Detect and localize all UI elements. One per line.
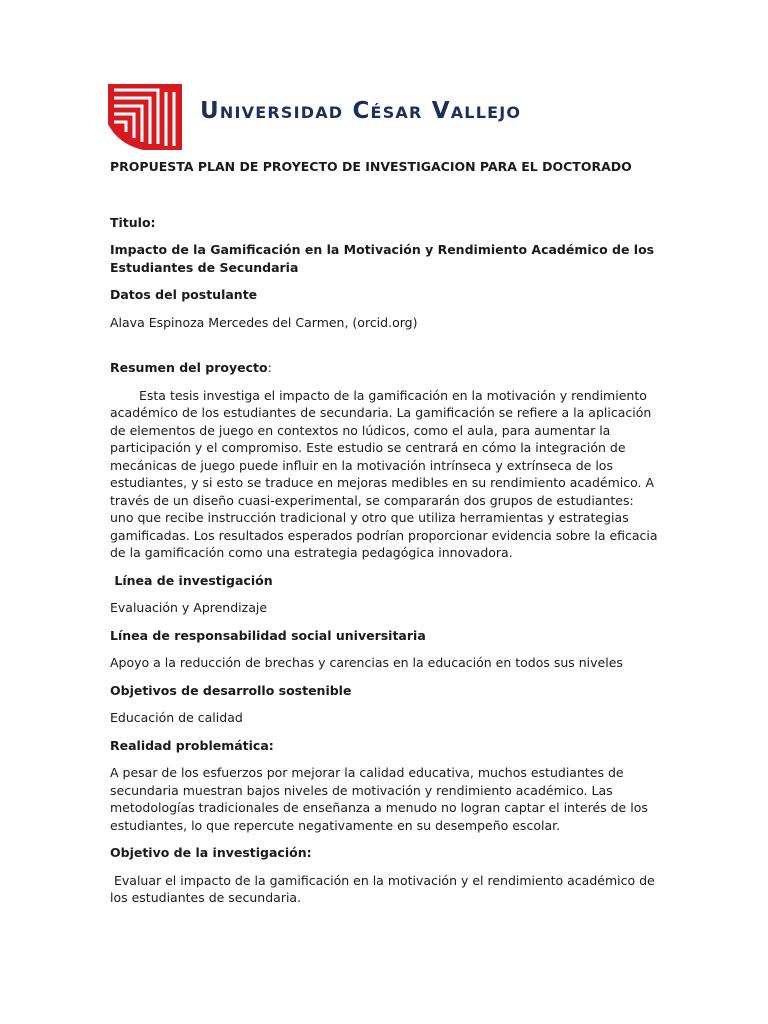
- resumen-colon: :: [267, 360, 272, 375]
- linea-value: Evaluación y Aprendizaje: [110, 600, 268, 615]
- titulo-label: Titulo:: [110, 214, 156, 230]
- rsu-label: Línea de responsabilidad social universitaria: [110, 627, 426, 643]
- document-body: [110, 156, 660, 917]
- postulante-label: Datos del postulante: [110, 287, 258, 302]
- realidad-label: Realidad problemática:: [110, 737, 274, 753]
- realidad-text: A pesar de los esfuerzos por mejorar la calidad educativa, muchos estudiantes de secundaria muestran bajos niveles de motivación y rendimiento académico. Las metodologías tradicionales de enseñanza a menudo no logran captar el interés de los estudiantes, lo que repercute negativamente en su desempeño escolar.: [110, 765, 648, 833]
- university-name: Universidad César Vallejo: [200, 98, 522, 124]
- ods-value: Educación de calidad: [110, 710, 243, 725]
- resumen-heading: [110, 359, 660, 377]
- ucv-emblem-icon: [108, 84, 182, 150]
- university-logo: [108, 84, 638, 150]
- ods-label: Objetivos de desarrollo sostenible: [110, 682, 352, 698]
- resumen-label: Resumen del proyecto: [110, 360, 268, 375]
- objetivo-label: Objetivo de la investigación:: [110, 845, 312, 860]
- objetivo-text: Evaluar el impacto de la gamificación en la motivación y el rendimiento académico de los estudiantes de secundaria.: [110, 872, 659, 905]
- titulo-value: Impacto de la Gamificación en la Motivación y Rendimiento Académico de los Estudiantes de Secundaria: [110, 242, 655, 275]
- rsu-value: Apoyo a la reducción de brechas y carencias en la educación en todos sus niveles: [110, 655, 623, 670]
- linea-label: Línea de investigación: [110, 572, 273, 588]
- postulante-value: Alava Espinoza Mercedes del Carmen, (orcid.org): [110, 314, 418, 330]
- document-title: PROPUESTA PLAN DE PROYECTO DE INVESTIGACION PARA EL DOCTORADO: [110, 159, 632, 174]
- resumen-text: Esta tesis investiga el impacto de la gamificación en la motivación y rendimiento académico de los estudiantes de secundaria. La gamificación se refiere a la aplicación de elementos de juego en contextos no lúdicos, como el aula, para aumentar la participación y el compromiso. Este estudio se centrará en cómo la integración de mecánicas de juego puede influir en la motivación intrínseca y extrínseca de los estudiantes, y si esto se traduce en mejoras medibles en su rendimiento académico. A través de un diseño cuasi-experimental, se compararán dos grupos de estudiantes: uno que recibe instrucción tradicional y otro que utiliza herramientas y estrategias gamificadas. Los resultados esperados podrían proporcionar evidencia sobre la eficacia de la gamificación como una estrategia pedagógica innovadora.: [110, 387, 658, 560]
